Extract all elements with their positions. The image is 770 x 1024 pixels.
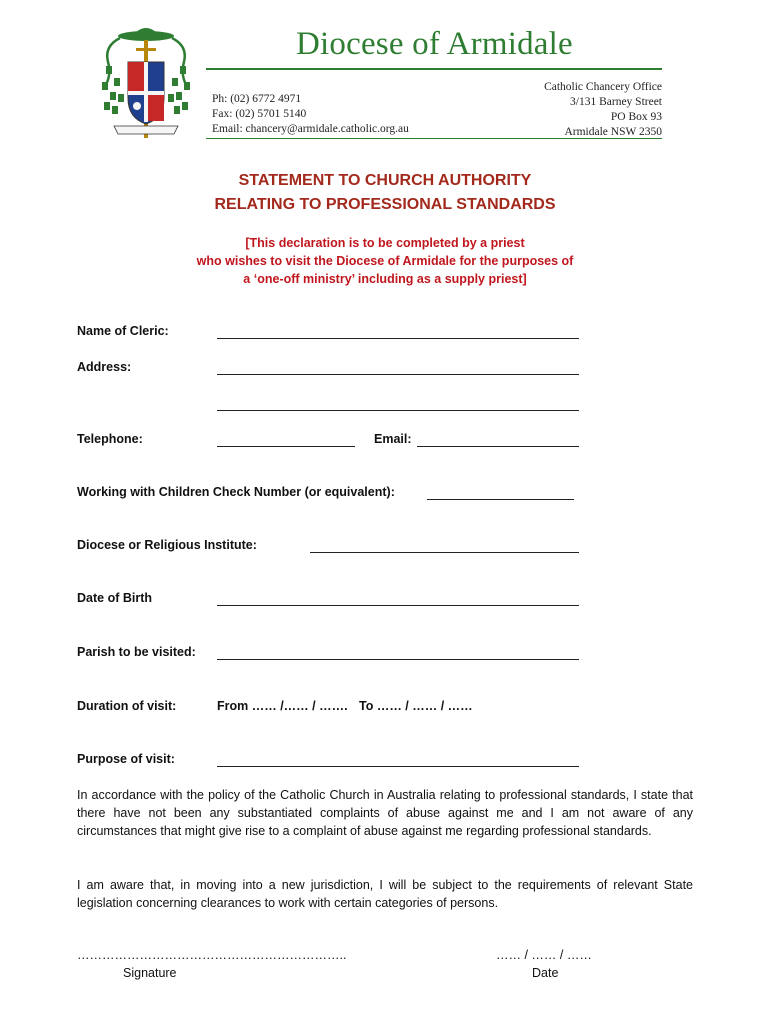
duration-to-field[interactable]: To …… / …… / …… [359, 699, 473, 713]
header-bottom-divider [206, 138, 662, 139]
wwcc-label: Working with Children Check Number (or equivalent): [77, 485, 395, 499]
form-title-line-1: STATEMENT TO CHURCH AUTHORITY [238, 172, 532, 189]
diocese-label: Diocese or Religious Institute: [77, 538, 257, 552]
wwcc-field[interactable] [427, 499, 574, 500]
date-of-birth-label: Date of Birth [77, 591, 152, 605]
declaration-paragraph-2: I am aware that, in moving into a new jurisdiction, I will be subject to the requirements of relevant State legislation concerning clearances to work with certain categories of persons. [77, 878, 693, 910]
signature-label: Signature [123, 966, 177, 980]
office-address-block [544, 80, 662, 140]
parish-label: Parish to be visited: [77, 645, 196, 659]
signature-field[interactable]: ……………………………………………………….. [77, 948, 347, 962]
telephone-label: Telephone: [77, 432, 143, 446]
phone-text: Ph: (02) 6772 4971 [212, 93, 302, 105]
form-title-line-2: RELATING TO PROFESSIONAL STANDARDS [214, 196, 556, 213]
date-of-birth-field[interactable] [217, 605, 579, 606]
address-field-line-2[interactable] [217, 410, 579, 411]
duration-from-field[interactable]: From …… /…… / ……. [217, 699, 348, 713]
email-label: Email: [374, 432, 412, 446]
duration-label: Duration of visit: [77, 699, 177, 713]
contact-block [212, 92, 409, 137]
address-field-line-1[interactable] [217, 374, 579, 375]
instruction-line-1: [This declaration is to be completed by a priest [245, 236, 525, 250]
fax-text: Fax: (02) 5701 5140 [212, 108, 307, 120]
instruction-line-3: a ‘one-off ministry’ including as a supply priest] [243, 272, 527, 286]
email-text: Email: chancery@armidale.catholic.org.au [212, 123, 409, 135]
telephone-field[interactable] [217, 446, 355, 447]
header-divider [206, 68, 662, 70]
declaration-paragraph-1: In accordance with the policy of the Catholic Church in Australia relating to professional standards, I state that there have not been any substantiated complaints of abuse against me and I am not aware of any circumstances that might give rise to a complaint of abuse against me regarding professional standards. [77, 788, 693, 838]
diocese-field[interactable] [310, 552, 579, 553]
office-name: Catholic Chancery Office [544, 81, 662, 93]
address-label: Address: [77, 360, 132, 374]
office-city: Armidale NSW 2350 [564, 126, 662, 138]
email-field[interactable] [417, 446, 579, 447]
office-street: 3/131 Barney Street [570, 96, 662, 108]
diocese-crest-logo [100, 22, 192, 146]
name-field[interactable] [217, 338, 579, 339]
organization-name: Diocese of Armidale [296, 26, 573, 62]
date-label: Date [532, 966, 559, 980]
date-field[interactable]: …… / …… / …… [496, 948, 592, 962]
name-label: Name of Cleric: [77, 324, 169, 338]
instruction-line-2: who wishes to visit the Diocese of Armidale for the purposes of [196, 254, 574, 268]
parish-field[interactable] [217, 659, 579, 660]
purpose-label: Purpose of visit: [77, 752, 175, 766]
purpose-field[interactable] [217, 766, 579, 767]
office-pobox: PO Box 93 [610, 111, 662, 123]
